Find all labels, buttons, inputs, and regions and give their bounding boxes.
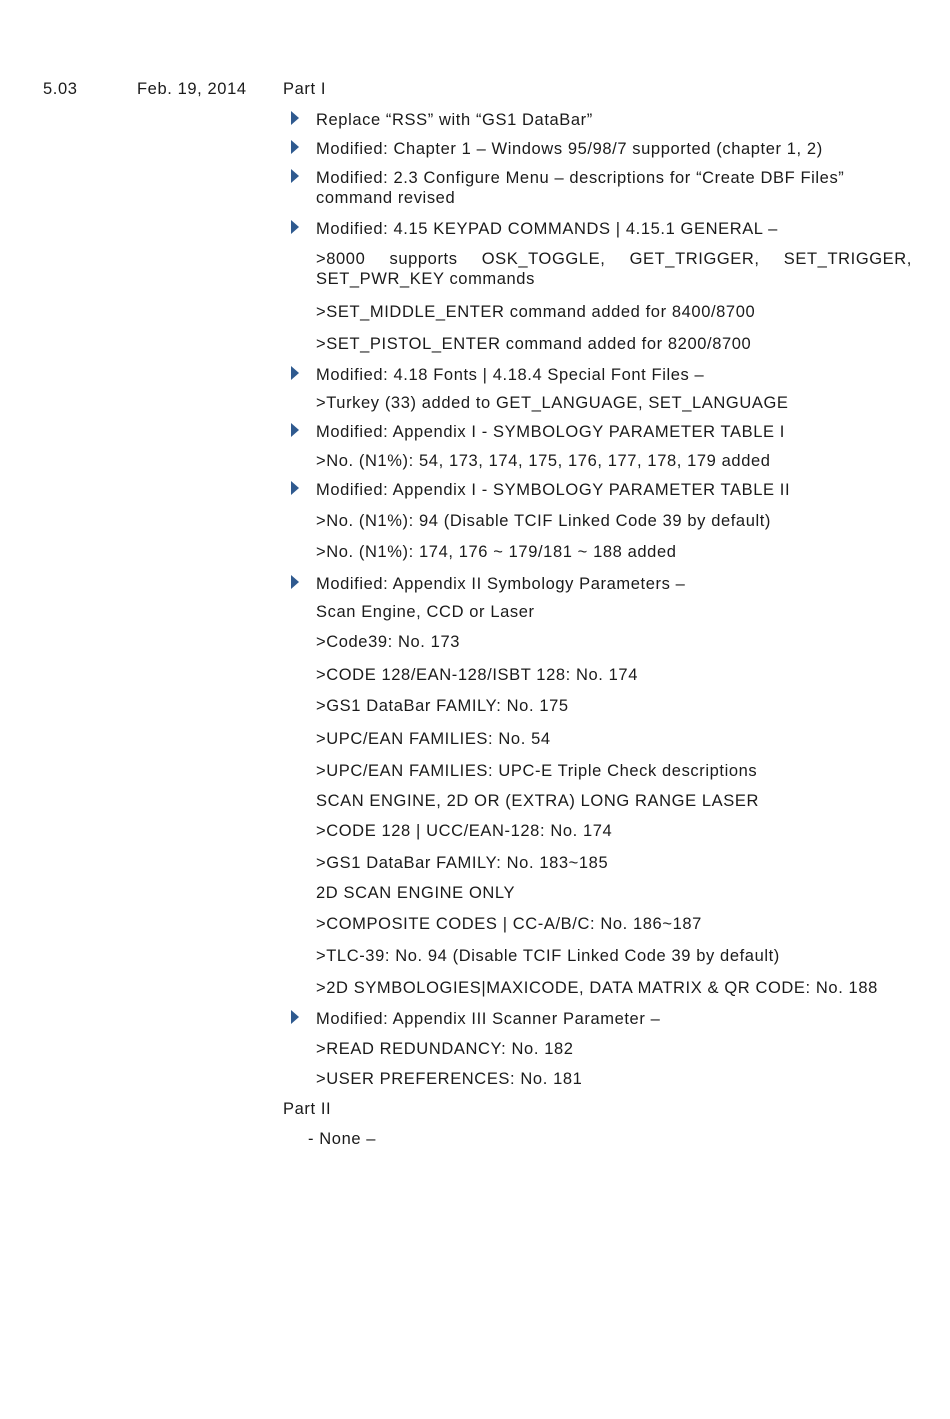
change-item: Modified: 4.15 KEYPAD COMMANDS | 4.15.1 GENERAL – <box>316 220 778 238</box>
change-item: Replace “RSS” with “GS1 DataBar” <box>316 111 593 129</box>
revision-date: Feb. 19, 2014 <box>137 80 247 98</box>
change-detail: >2D SYMBOLOGIES|MAXICODE, DATA MATRIX & QR CODE: No. 188 <box>316 979 878 997</box>
bullet-arrow-icon <box>291 111 299 125</box>
bullet-arrow-icon <box>291 169 299 183</box>
change-detail: >CODE 128/EAN-128/ISBT 128: No. 174 <box>316 666 638 684</box>
change-item: Modified: Appendix I - SYMBOLOGY PARAMETER TABLE I <box>316 423 785 441</box>
change-detail: >No. (N1%): 54, 173, 174, 175, 176, 177, 178, 179 added <box>316 452 771 470</box>
change-item: Modified: Appendix I - SYMBOLOGY PARAMETER TABLE II <box>316 481 791 499</box>
section-subheading: 2D SCAN ENGINE ONLY <box>316 884 516 902</box>
change-detail: >Turkey (33) added to GET_LANGUAGE, SET_LANGUAGE <box>316 394 789 412</box>
change-detail: >SET_MIDDLE_ENTER command added for 8400/8700 <box>316 303 756 321</box>
part-2-none: - None – <box>308 1130 377 1148</box>
change-detail: >GS1 DataBar FAMILY: No. 183~185 <box>316 854 609 872</box>
change-detail: >UPC/EAN FAMILIES: No. 54 <box>316 730 551 748</box>
change-detail: >Code39: No. 173 <box>316 633 460 651</box>
change-detail: >8000 supports OSK_TOGGLE, GET_TRIGGER, SET_TRIGGER, SET_PWR_KEY commands <box>316 250 912 288</box>
change-detail: >TLC-39: No. 94 (Disable TCIF Linked Code 39 by default) <box>316 947 780 965</box>
version-number: 5.03 <box>43 80 78 98</box>
change-item: Modified: Appendix III Scanner Parameter – <box>316 1010 661 1028</box>
change-item: Modified: 2.3 Configure Menu – descriptions for “Create DBF Files” command revised <box>316 169 845 207</box>
change-detail: >SET_PISTOL_ENTER command added for 8200/8700 <box>316 335 752 353</box>
part-1-heading: Part I <box>283 80 327 98</box>
change-item: Modified: Chapter 1 – Windows 95/98/7 supported (chapter 1, 2) <box>316 140 823 158</box>
bullet-arrow-icon <box>291 481 299 495</box>
section-subheading: SCAN ENGINE, 2D OR (EXTRA) LONG RANGE LASER <box>316 792 759 810</box>
bullet-arrow-icon <box>291 575 299 589</box>
bullet-arrow-icon <box>291 140 299 154</box>
bullet-arrow-icon <box>291 423 299 437</box>
change-detail: >No. (N1%): 174, 176 ~ 179/181 ~ 188 added <box>316 543 677 561</box>
section-subheading: Scan Engine, CCD or Laser <box>316 603 535 621</box>
change-detail: >UPC/EAN FAMILIES: UPC-E Triple Check descriptions <box>316 762 758 780</box>
bullet-arrow-icon <box>291 366 299 380</box>
change-item: Modified: 4.18 Fonts | 4.18.4 Special Font Files – <box>316 366 705 384</box>
part-2-heading: Part II <box>283 1100 332 1118</box>
change-item: Modified: Appendix II Symbology Parameters – <box>316 575 686 593</box>
change-detail: >COMPOSITE CODES | CC-A/B/C: No. 186~187 <box>316 915 702 933</box>
change-detail: >No. (N1%): 94 (Disable TCIF Linked Code 39 by default) <box>316 512 772 530</box>
change-detail: >CODE 128 | UCC/EAN-128: No. 174 <box>316 822 613 840</box>
bullet-arrow-icon <box>291 220 299 234</box>
change-detail: >USER PREFERENCES: No. 181 <box>316 1070 583 1088</box>
bullet-arrow-icon <box>291 1010 299 1024</box>
change-detail: >GS1 DataBar FAMILY: No. 175 <box>316 697 569 715</box>
change-detail: >READ REDUNDANCY: No. 182 <box>316 1040 574 1058</box>
